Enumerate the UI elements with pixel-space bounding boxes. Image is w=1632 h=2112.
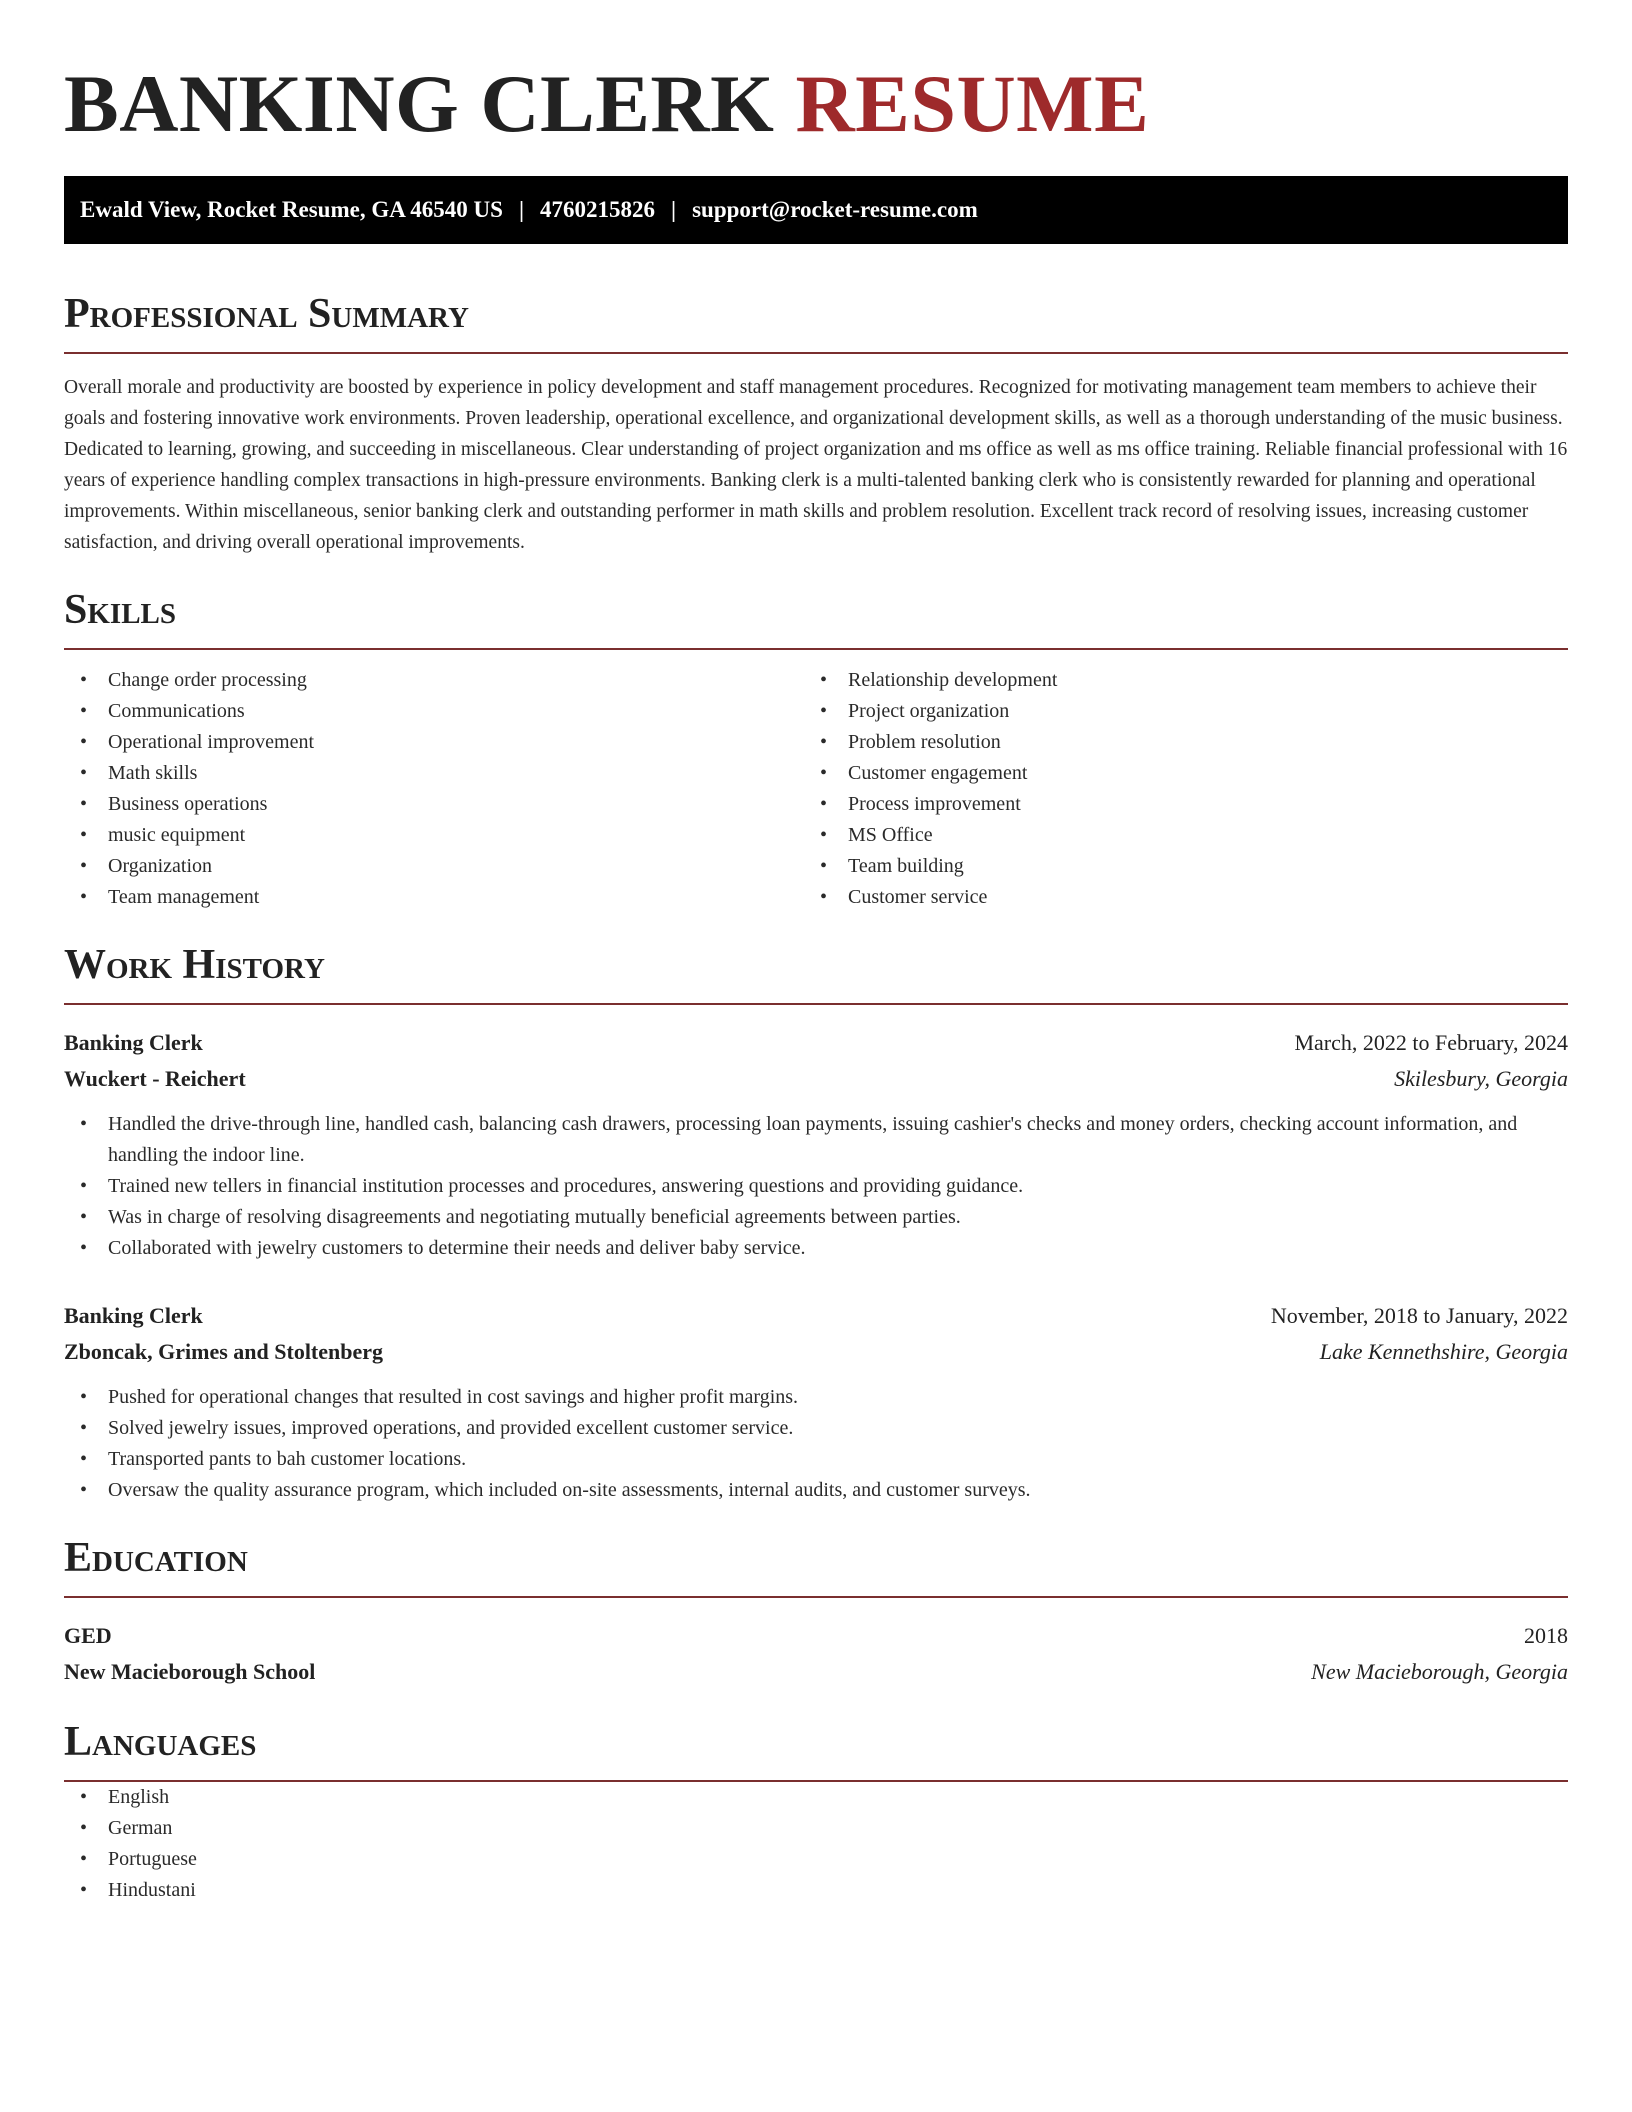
job-bullet: • Transported pants to bah customer locations.	[64, 1444, 1568, 1475]
job-entry	[64, 1025, 1568, 1264]
job-bullets	[64, 1109, 1568, 1264]
languages-heading: Languages	[64, 1719, 257, 1765]
skill-item: • Math skills	[64, 758, 804, 789]
job-header-row	[64, 1025, 1568, 1061]
job-company: Zboncak, Grimes and Stoltenberg	[64, 1339, 384, 1364]
skill-item: • Team building	[804, 851, 1544, 882]
job-dates: March, 2022 to February, 2024	[1294, 1030, 1568, 1055]
job-bullet: • Was in charge of resolving disagreements and negotiating mutually beneficial agreements between parties.	[64, 1202, 1568, 1233]
skill-item: • Operational improvement	[64, 727, 804, 758]
job-bullet: • Solved jewelry issues, improved operations, and provided excellent customer service.	[64, 1413, 1568, 1444]
job-bullets	[64, 1382, 1568, 1506]
job-bullet: • Trained new tellers in financial institution processes and procedures, answering questions and providing guidance.	[64, 1171, 1568, 1202]
job-dates: November, 2018 to January, 2022	[1270, 1303, 1568, 1328]
contact-email: support@rocket-resume.com	[692, 197, 978, 222]
summary-text: Overall morale and productivity are boosted by experience in policy development and staff management procedures. Recognized for motivating management team members to achieve their goals and fostering innovative work environments. Proven leadership, operational excellence, and organizational development skills, as well as a thorough understanding of the music business. Dedicated to learning, growing, and succeeding in miscellaneous. Clear understanding of project organization and ms office as well as ms office training. Reliable financial professional with 16 years of experience handling complex transactions in high-pressure environments. Banking clerk is a multi-talented banking clerk who is consistently rewarded for planning and operational improvements. Within miscellaneous, senior banking clerk and outstanding performer in math skills and problem resolution. Excellent track record of resolving issues, increasing customer satisfaction, and driving overall operational improvements.	[64, 377, 1568, 553]
contact-phone: 4760215826	[540, 197, 656, 222]
skill-item: • Communications	[64, 696, 804, 727]
language-item: • English	[64, 1782, 1568, 1813]
language-item: • Hindustani	[64, 1875, 1568, 1906]
job-bullet: • Handled the drive-through line, handled cash, balancing cash drawers, processing loan payments, issuing cashier's checks and money orders, checking account information, and handling the indoor line.	[64, 1109, 1568, 1171]
section-divider	[64, 1596, 1568, 1598]
job-entry	[64, 1298, 1568, 1506]
resume-title	[64, 56, 1568, 152]
education-location: New Macieborough, Georgia	[1311, 1659, 1568, 1684]
contact-separator: |	[518, 197, 525, 222]
skill-item: • Customer engagement	[804, 758, 1544, 789]
skill-item: • Project organization	[804, 696, 1544, 727]
skill-item: • Customer service	[804, 882, 1544, 913]
contact-separator: |	[671, 197, 677, 222]
job-bullet: • Pushed for operational changes that resulted in cost savings and higher profit margins.	[64, 1382, 1568, 1413]
skill-item: • Team management	[64, 882, 804, 913]
skill-item: • Process improvement	[804, 789, 1544, 820]
job-title: Banking Clerk	[64, 1303, 203, 1328]
skills-list-left	[64, 665, 804, 913]
skill-item: • Relationship development	[804, 665, 1544, 696]
section-divider	[64, 648, 1568, 650]
skill-item: • MS Office	[804, 820, 1544, 851]
language-item: • German	[64, 1813, 1568, 1844]
skill-item: • Organization	[64, 851, 804, 882]
education-degree: GED	[64, 1623, 112, 1648]
summary-section	[64, 290, 1568, 558]
contact-bar	[64, 176, 1568, 244]
section-divider	[64, 352, 1568, 354]
education-degree-row	[64, 1618, 1568, 1654]
education-school-row	[64, 1654, 1568, 1690]
education-heading: Education	[64, 1535, 248, 1581]
skill-item: • Problem resolution	[804, 727, 1544, 758]
skills-section	[64, 586, 1568, 913]
skill-item: • Business operations	[64, 789, 804, 820]
languages-section	[64, 1718, 1568, 1906]
education-entry	[64, 1618, 1568, 1690]
skills-heading: Skills	[64, 587, 177, 633]
contact-address: Ewald View, Rocket Resume, GA 46540 US	[80, 197, 503, 222]
job-bullet: • Collaborated with jewelry customers to determine their needs and deliver baby service.	[64, 1233, 1568, 1264]
skill-item: • music equipment	[64, 820, 804, 851]
job-company: Wuckert - Reichert	[64, 1066, 246, 1091]
job-bullet: • Oversaw the quality assurance program, which included on-site assessments, internal audits, and customer surveys.	[64, 1475, 1568, 1506]
title-accent: RESUME	[795, 58, 1150, 149]
job-company-row	[64, 1061, 1568, 1097]
skills-columns	[64, 665, 1568, 913]
work-history-section	[64, 941, 1568, 1506]
resume-page	[64, 0, 1568, 1906]
languages-list	[64, 1782, 1568, 1906]
language-item: • Portuguese	[64, 1844, 1568, 1875]
job-company-row	[64, 1334, 1568, 1370]
title-main: BANKING CLERK	[64, 58, 775, 149]
job-location: Lake Kennethshire, Georgia	[1319, 1339, 1568, 1364]
skill-item: • Change order processing	[64, 665, 804, 696]
job-header-row	[64, 1298, 1568, 1334]
skills-list-right	[804, 665, 1544, 913]
summary-heading: Professional Summary	[64, 291, 469, 337]
education-section	[64, 1534, 1568, 1690]
section-divider	[64, 1003, 1568, 1005]
education-school: New Macieborough School	[64, 1659, 316, 1684]
job-location: Skilesbury, Georgia	[1394, 1066, 1568, 1091]
work-history-heading: Work History	[64, 942, 325, 988]
job-title: Banking Clerk	[64, 1030, 203, 1055]
education-year: 2018	[1524, 1623, 1568, 1648]
